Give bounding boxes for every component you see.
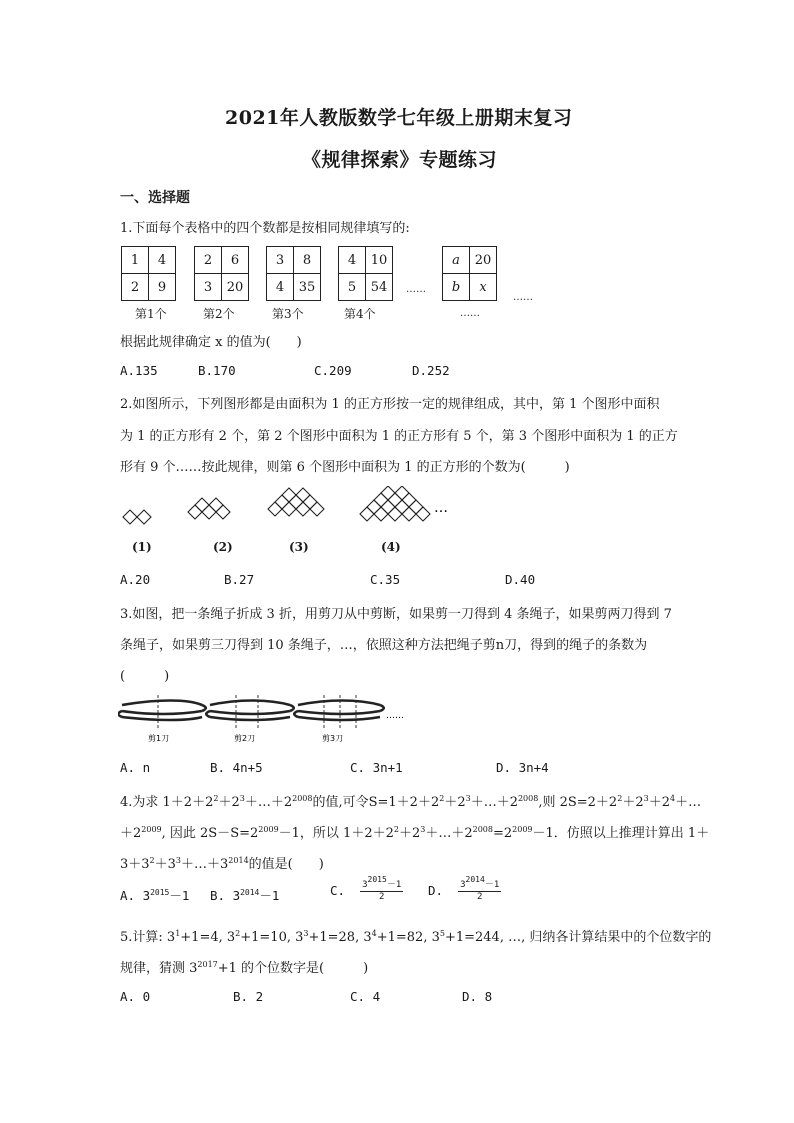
cell: a — [443, 247, 470, 274]
cell: 54 — [366, 274, 393, 301]
q2-line-1: 2.如图所示，下列图形都是由面积为 1 的正方形按一定的规律组成，其中，第 1 个图形中面积 — [120, 397, 660, 412]
q4-option-b: B. $3^{2014}-1$ — [210, 888, 280, 903]
cell: 9 — [149, 274, 176, 301]
q3-rope-1 — [118, 701, 206, 721]
q5-option-c: C. 4 — [350, 989, 381, 1004]
q1-option-d: D.252 — [412, 363, 450, 378]
q4-option-c: C. $\frac{3^{2015}-1}{2}$ — [330, 875, 402, 902]
q3-option-b: B. 4n+5 — [210, 760, 263, 775]
q2-fig-ellipsis: … — [434, 500, 448, 516]
q4-line-3: $3+3^2+3^3+\dots+3^{2014}$的值是( ) — [120, 856, 324, 872]
q3-option-d: D. 3n+4 — [496, 760, 549, 775]
q5-option-b: B. 2 — [233, 989, 264, 1004]
q3-line-1: 3.如图，把一条绳子折成 3 折，用剪刀从中剪断，如果剪一刀得到 4 条绳子，如果剪两刀得到 7 — [120, 607, 672, 622]
cell: 8 — [294, 247, 321, 274]
q2-fig-2 — [188, 498, 230, 519]
q4-option-a: A. $3^{2015}-1$ — [120, 888, 190, 903]
q3-option-c: C. 3n+1 — [350, 760, 403, 775]
q2-option-c: C.35 — [370, 572, 401, 587]
q1-dots-2: …… — [513, 292, 533, 303]
q3-option-a: A. n — [120, 760, 151, 775]
q1-label-n: …… — [460, 308, 480, 319]
section-heading: 一、选择题 — [120, 190, 190, 206]
q4-line-1: 4.为求 $1+2+2^2+2^3+\dots+2^{2008}$的值,可令$S=1+2+2^2+2^3+\dots+2^{2008}$,则 $2S=2+2^2+2^3+2^4+\dots$ — [120, 794, 702, 810]
cell: 2 — [122, 274, 149, 301]
q1-table-1 — [121, 246, 176, 301]
q2-fig-label-1: (1) — [132, 540, 152, 554]
q1-option-c: C.209 — [314, 363, 352, 378]
cell: 3 — [195, 274, 222, 301]
q1-table-2 — [194, 246, 249, 301]
q2-fig-3 — [268, 488, 324, 516]
cell: 5 — [339, 274, 366, 301]
q3-cut-label-2: 剪2刀 — [234, 734, 256, 743]
q3-rope-figure — [118, 693, 408, 745]
q1-option-b: B.170 — [198, 363, 236, 378]
cell: 4 — [267, 274, 294, 301]
q3-line-3: ( ) — [120, 669, 170, 684]
cell: 4 — [149, 247, 176, 274]
q1-stem: 1.下面每个表格中的四个数都是按相同规律填写的: — [120, 221, 410, 236]
q2-line-2: 为 1 的正方形有 2 个，第 2 个图形中面积为 1 的正方形有 5 个，第 3 个图形中面积为 1 的正方 — [120, 429, 678, 444]
q1-table-3 — [266, 246, 321, 301]
q3-rope-3 — [294, 701, 384, 721]
cell: 2 — [195, 247, 222, 274]
page-title: 2021年人教版数学七年级上册期末复习 — [225, 107, 573, 129]
q2-fig-label-3: (3) — [289, 540, 309, 554]
q3-cut-label-3: 剪3刀 — [322, 734, 344, 743]
q2-option-a: A.20 — [120, 572, 151, 587]
q3-dots: …… — [386, 711, 404, 721]
q3-rope-2 — [206, 701, 294, 721]
q2-option-b: B.27 — [224, 572, 255, 587]
q3-cut-label-1: 剪1刀 — [148, 734, 170, 743]
q1-label-2: 第2个 — [203, 307, 235, 321]
q2-fig-1 — [123, 510, 151, 524]
q1-table-n — [442, 246, 497, 301]
cell: 6 — [222, 247, 249, 274]
cell: b — [443, 274, 470, 301]
q4-option-d: D. $\frac{3^{2014}-1}{2}$ — [428, 875, 500, 902]
cell: 20 — [222, 274, 249, 301]
q2-fig-4 — [360, 486, 430, 521]
page-subtitle: 《规律探索》专题练习 — [302, 149, 498, 171]
cell: 3 — [267, 247, 294, 274]
q3-line-2: 条绳子，如果剪三刀得到 10 条绳子，…，依照这种方法把绳子剪n刀，得到的绳子的条数为 — [120, 638, 648, 653]
q4-line-2: $+2^{2009}$, 因此 $2S-S=2^{2009}-1$，所以 $1+2+2^2+2^3+\dots+2^{2008}=2^{2009}-1$．仿照以上推理计算出 1＋ — [120, 825, 710, 841]
cell: 35 — [294, 274, 321, 301]
cell: 1 — [122, 247, 149, 274]
q1-option-a: A.135 — [120, 363, 158, 378]
cell: 20 — [470, 247, 497, 274]
q2-figure — [118, 486, 458, 532]
q1-ask: 根据此规律确定 x 的值为( ) — [120, 335, 302, 350]
cell: 4 — [339, 247, 366, 274]
cell: 10 — [366, 247, 393, 274]
q1-label-3: 第3个 — [272, 307, 304, 321]
q5-option-a: A. 0 — [120, 989, 151, 1004]
q5-line-2: 规律，猜测 $3^{2017}+1$ 的个位数字是( ) — [120, 960, 369, 976]
q1-table-4 — [338, 246, 393, 301]
cell: x — [470, 274, 497, 301]
q2-fig-label-4: (4) — [381, 540, 401, 554]
q2-option-d: D.40 — [505, 572, 536, 587]
q5-option-d: D. 8 — [462, 989, 493, 1004]
q2-line-3: 形有 9 个……按此规律，则第 6 个图形中面积为 1 的正方形的个数为( ) — [120, 460, 570, 475]
q1-label-1: 第1个 — [135, 307, 167, 321]
q2-fig-label-2: (2) — [213, 540, 233, 554]
q5-line-1: 5.计算: $3^1+1=4$, $3^2+1=10$, $3^3+1=28$, $3^4+1=82$, $3^5+1=244$, …, 归纳各计算结果中的个位数字的 — [120, 929, 712, 945]
q1-dots-1: …… — [406, 284, 426, 295]
q1-label-4: 第4个 — [344, 307, 376, 321]
